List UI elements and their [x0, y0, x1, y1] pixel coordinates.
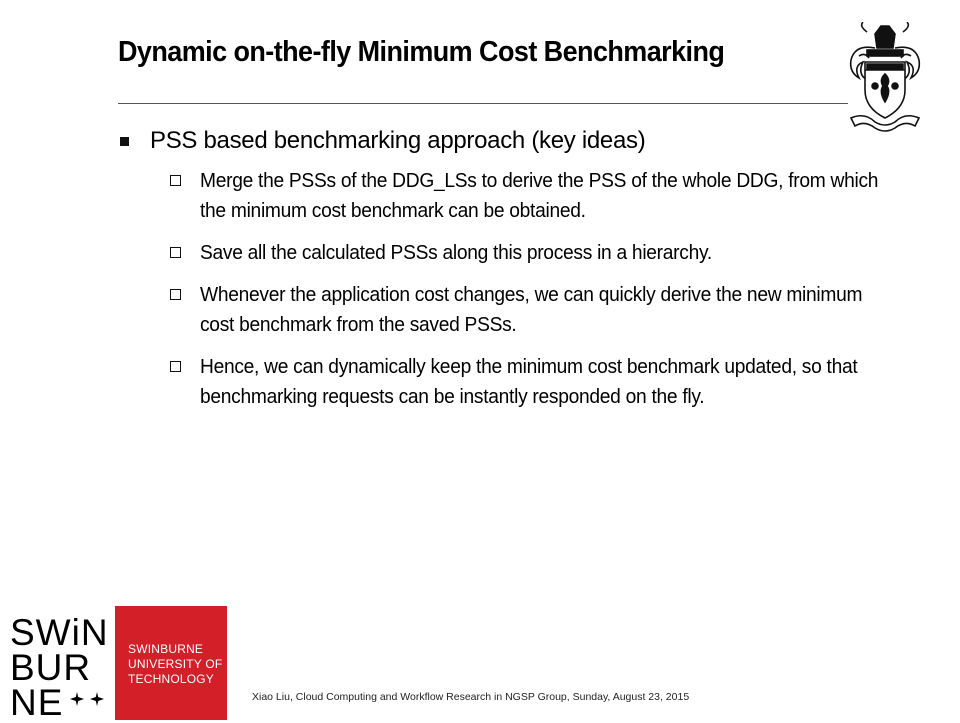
- sub-bullet-item: [120, 280, 900, 340]
- star-icon: [90, 692, 104, 706]
- sub-bullet-item: [120, 352, 900, 412]
- sub-bullet-item: [120, 166, 900, 226]
- wordmark-line: NE: [10, 682, 64, 723]
- wordmark-line: BUR: [10, 647, 92, 688]
- university-name-line: TECHNOLOGY: [128, 672, 215, 686]
- swinburne-wordmark-logo: [0, 606, 115, 723]
- hollow-square-bullet-icon: [170, 289, 181, 300]
- sub-bullet-text: Whenever the application cost changes, we can quickly derive the new minimum cost benchmark from the saved PSSs.: [200, 284, 863, 336]
- title-divider: [118, 103, 848, 104]
- university-name-line: UNIVERSITY OF: [128, 657, 223, 671]
- slide-footer: Xiao Liu, Cloud Computing and Workflow Research in NGSP Group, Sunday, August 23, 2015: [252, 691, 690, 703]
- star-icon: [70, 692, 84, 706]
- university-crest-icon: [845, 22, 925, 134]
- sub-bullet-text: Hence, we can dynamically keep the minimum cost benchmark updated, so that benchmarking requests can be instantly responded on the fly.: [200, 356, 858, 408]
- square-bullet-icon: [120, 137, 129, 146]
- slide-content: [120, 120, 900, 424]
- sub-bullet-item: [120, 238, 900, 268]
- hollow-square-bullet-icon: [170, 361, 181, 372]
- main-bullet-text: PSS based benchmarking approach (key ideas): [150, 127, 646, 154]
- wordmark-line: SWiN: [10, 612, 109, 653]
- main-bullet: [120, 124, 900, 158]
- hollow-square-bullet-icon: [170, 247, 181, 258]
- sub-bullet-text: Merge the PSSs of the DDG_LSs to derive the PSS of the whole DDG, from which the minimum cost benchmark can be obtained.: [200, 170, 879, 222]
- swinburne-university-logo: [115, 606, 227, 720]
- slide-title: Dynamic on-the-fly Minimum Cost Benchmarking: [118, 36, 725, 68]
- university-name-line: SWINBURNE: [128, 642, 204, 656]
- hollow-square-bullet-icon: [170, 175, 181, 186]
- sub-bullet-list: [120, 166, 900, 412]
- sub-bullet-text: Save all the calculated PSSs along this process in a hierarchy.: [200, 242, 712, 264]
